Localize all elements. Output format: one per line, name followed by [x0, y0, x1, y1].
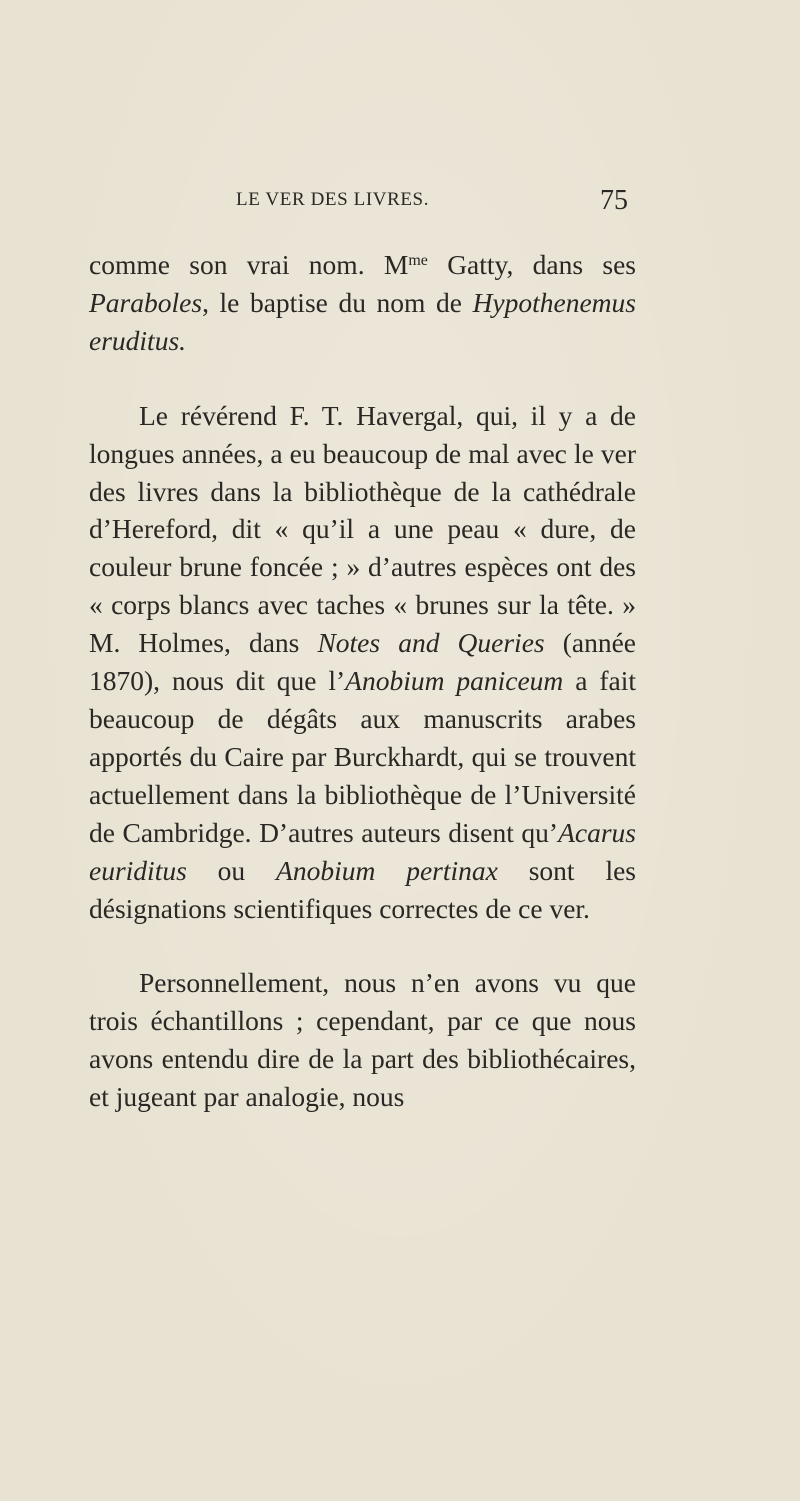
paragraph-gap: [89, 360, 636, 397]
paragraph-1: [89, 246, 636, 360]
text-span: a fait beaucoup de dégâts aux manuscrits arabes apportés du Caire par Burckhardt, qui se trouvent actuellement dans la bibliothèque de l’Université de Cambridge. D’autres auteurs disent qu’: [89, 665, 636, 848]
text-span: (année 1870), nous dit que l’: [89, 627, 636, 697]
text-span: ou: [186, 854, 277, 886]
text-span: , le baptise du nom de: [202, 286, 473, 318]
running-title: LE VER DES LIVRES.: [236, 189, 430, 210]
paragraph-2: [89, 397, 636, 928]
text-span: Gatty, dans ses: [427, 249, 637, 280]
running-head: [88, 187, 636, 219]
paragraph-gap: [89, 927, 636, 964]
text-span: comme son vrai nom. M: [89, 249, 409, 280]
italic-species-name: Hypothenemus eruditus.: [89, 286, 636, 356]
text-span: Personnellement, nous n’en avons vu que trois échantillons ; cependant, par ce que nous avons entendu dire de la part des bibliothécaires, et jugeant par analogie, nous: [89, 967, 636, 1113]
text-span: sont les désignations scientifiques correctes de ce ver.: [89, 854, 636, 924]
italic-species-name: Anobium paniceum: [345, 665, 564, 697]
superscript: me: [408, 252, 428, 269]
page-number: 75: [600, 185, 628, 216]
italic-title: Paraboles: [89, 286, 203, 318]
italic-species-name: Acarus euriditus: [89, 816, 636, 886]
italic-species-name: Anobium pertinax: [276, 854, 498, 886]
body-text: [89, 246, 636, 1116]
italic-title: Notes and Queries: [317, 627, 545, 659]
paragraph-3: [89, 964, 636, 1116]
text-span: Le révérend F. T. Havergal, qui, il y a de longues années, a eu beaucoup de mal avec le ver des livres dans la bibliothèque de la cathédrale d’Hereford, dit « qu’il a une peau « dure, de couleur brune foncée ; » d’autres espèces ont des « corps blancs avec taches « brunes sur la tête. » M. Holmes, dans: [89, 399, 636, 659]
